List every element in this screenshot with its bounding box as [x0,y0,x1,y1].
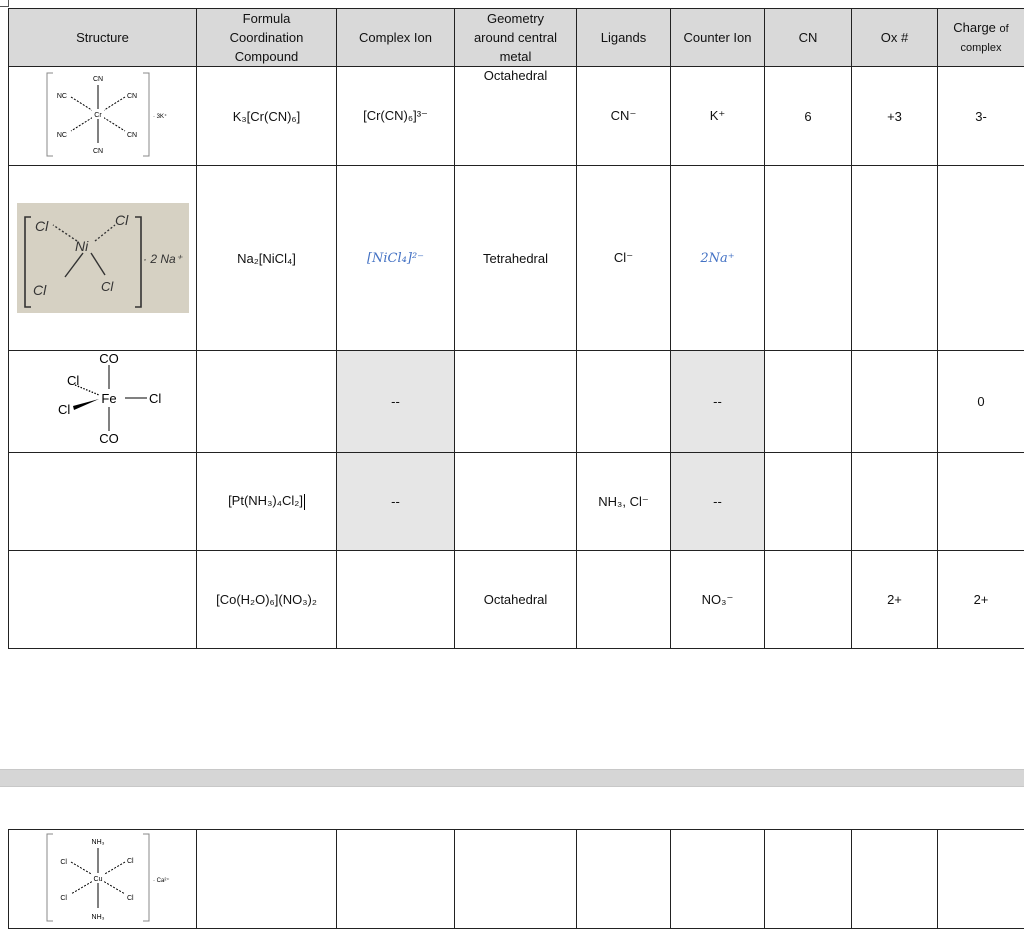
coordination-table [8,8,1024,649]
fe-ul-ligand: Cl [66,373,79,388]
cr-top-ligand: CN [92,76,103,83]
geometry-cell [455,351,577,453]
counter-ion-cell: NO₃⁻ [671,551,765,649]
counter-ion-cell: 2Na⁺ [671,166,765,351]
cu-complex-structure [13,830,193,925]
ligands-cell: CN⁻ [577,67,671,166]
header-geometry-line2: around central [473,30,558,45]
cu-ll-ligand: Cl [59,895,67,902]
header-row [9,9,1024,67]
complex-ion-cell: [NiCl₄]²⁻ [337,166,455,351]
ligands-cell [577,830,671,929]
geometry-cell [455,830,577,929]
complex-ion-cell: [Cr(CN)₆]³⁻ [337,67,455,166]
ox-cell [852,166,938,351]
header-charge-of: of [999,22,1009,35]
fe-metal-label: Fe [100,391,117,406]
header-geometry-line1: Geometry [486,11,545,26]
cr-ll-ligand: NC [56,132,67,139]
formula-text: [Pt(NH₃)₄Cl₂] [228,493,303,509]
table-row [9,166,1024,351]
header-ligands: Ligands [577,9,671,67]
header-charge-complex: complex [960,41,1002,54]
ligands-cell: Cl⁻ [577,166,671,351]
header-counter-ion: Counter Ion [671,9,765,67]
geometry-cell: Octahedral [455,551,577,649]
charge-cell: 2+ [938,551,1024,649]
counter-ion-cell [671,830,765,929]
header-complex-ion: Complex Ion [337,9,455,67]
header-charge-word: Charge [953,19,996,35]
formula-cell: K₃[Cr(CN)₆] [197,67,337,166]
counter-ion-cell: K⁺ [671,67,765,166]
header-formula-line1: Formula [242,11,291,26]
ni-ur-ligand: Cl [114,212,128,228]
structure-cell [9,67,197,166]
header-formula-line3: Compound [234,49,299,64]
continued-table [8,829,1024,929]
corner-mark [0,0,9,7]
charge-cell [938,166,1024,351]
charge-cell: 0 [938,351,1024,453]
charge-cell [938,453,1024,551]
complex-ion-cell: -- [337,351,455,453]
header-geometry [455,9,577,67]
ni-complex-handwritten-photo [17,203,189,313]
counter-ion-cell: -- [671,453,765,551]
ligands-cell [577,551,671,649]
ox-cell [852,453,938,551]
cr-bottom-ligand: CN [92,148,103,155]
ox-cell [852,830,938,929]
geometry-cell: Octahedral [455,67,577,166]
cu-ur-ligand: Cl [126,858,134,865]
table-row [9,551,1024,649]
cu-metal-label: Cu [93,876,102,883]
formula-cell [197,351,337,453]
formula-cell: [Co(H₂O)₆](NO₃)₂ [197,551,337,649]
header-formula [197,9,337,67]
table-row [9,351,1024,453]
complex-ion-cell: -- [337,453,455,551]
fe-bottom-ligand: CO [98,431,119,446]
charge-cell: 3- [938,67,1024,166]
fe-ll-ligand: Cl [57,402,70,417]
ni-counter-label: · 2 Na⁺ [142,252,182,266]
cn-cell [765,351,852,453]
cn-cell [765,551,852,649]
ni-ll-ligand: Cl [32,282,46,298]
geometry-cell [455,453,577,551]
ni-ul-ligand: Cl [34,218,48,234]
cr-counter-label: · 3K⁺ [152,114,167,120]
table-row [9,830,1024,929]
counter-ion-cell: -- [671,351,765,453]
formula-cell [197,830,337,929]
geometry-cell: Tetrahedral [455,166,577,351]
cr-metal-label: Cr [93,112,102,119]
cn-cell [765,453,852,551]
text-cursor [304,494,305,510]
cu-counter-label: · Ca²⁺ [152,878,169,884]
ni-lr-ligand: Cl [100,279,113,294]
header-cn: CN [765,9,852,67]
cu-lr-ligand: Cl [126,895,134,902]
structure-cell [9,166,197,351]
cu-ul-ligand: Cl [59,859,67,866]
cn-cell: 6 [765,67,852,166]
cr-ul-ligand: NC [56,93,67,100]
cr-complex-structure [13,67,193,162]
ligands-cell [577,351,671,453]
charge-cell [938,830,1024,929]
table-row [9,67,1024,166]
cn-cell [765,166,852,351]
cr-lr-ligand: CN [126,132,137,139]
ox-cell: 2+ [852,551,938,649]
formula-cell[interactable] [197,453,337,551]
table-row [9,453,1024,551]
ox-cell [852,351,938,453]
fe-right-ligand: Cl [148,391,161,406]
fe-top-ligand: CO [98,351,119,366]
header-structure: Structure [9,9,197,67]
cr-ur-ligand: CN [126,93,137,100]
header-charge [938,9,1024,67]
page-break-band [0,769,1024,787]
ox-cell: +3 [852,67,938,166]
ni-metal-label: Ni [74,238,88,254]
header-ox: Ox # [852,9,938,67]
complex-ion-cell [337,551,455,649]
structure-cell [9,351,197,453]
structure-cell [9,551,197,649]
structure-cell [9,830,197,929]
header-geometry-line3: metal [499,49,532,64]
header-formula-line2: Coordination [229,30,304,45]
structure-cell [9,453,197,551]
cu-bottom-ligand: NH₃ [91,914,104,921]
cn-cell [765,830,852,929]
fe-complex-structure [13,351,193,449]
cu-top-ligand: NH₃ [91,839,104,846]
formula-cell: Na₂[NiCl₄] [197,166,337,351]
ligands-cell: NH₃, Cl⁻ [577,453,671,551]
complex-ion-cell [337,830,455,929]
